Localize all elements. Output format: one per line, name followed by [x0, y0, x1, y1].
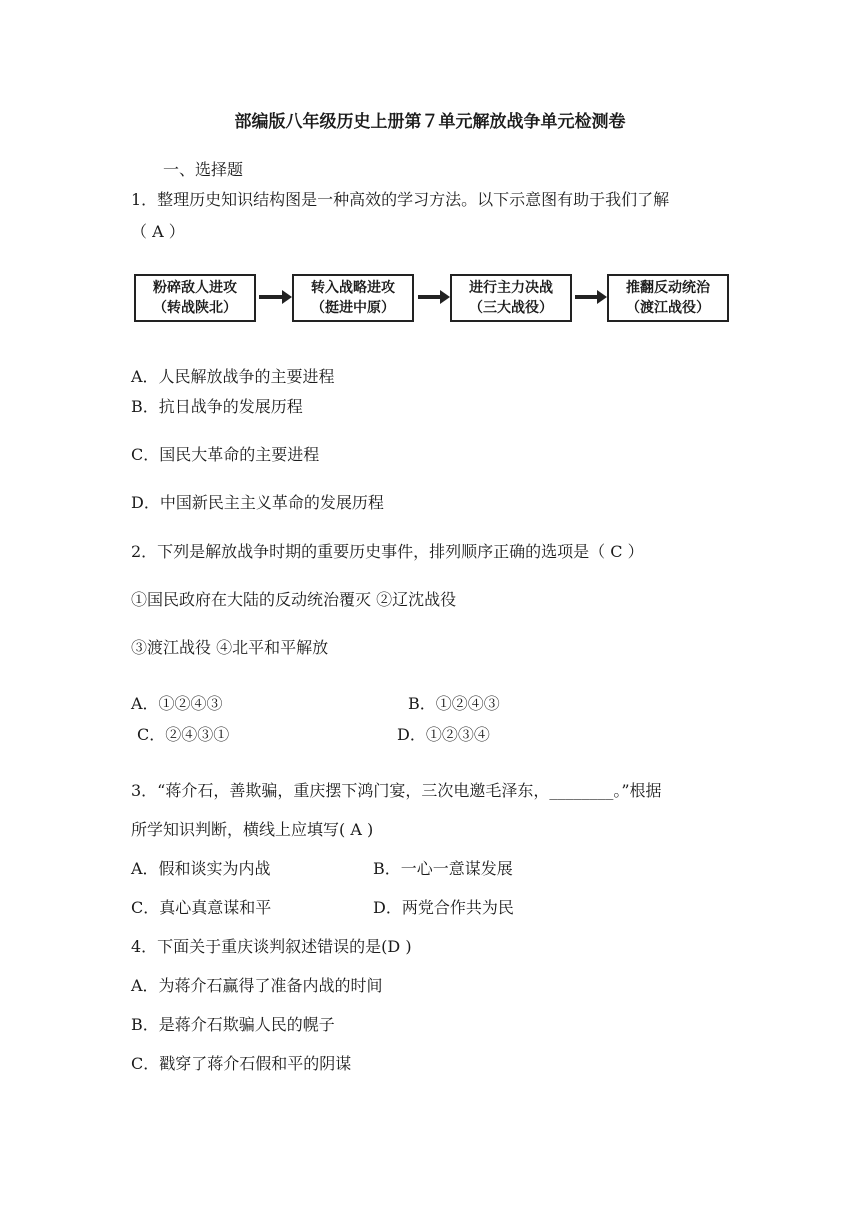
q2-option-c: C．②④③① — [137, 725, 230, 744]
q3-option-d: D．两党合作共为民 — [373, 898, 514, 917]
q1-stem-line1: 1．整理历史知识结构图是一种高效的学习方法。以下示意图有助于我们了解 — [131, 190, 670, 209]
q2-option-d: D．①②③④ — [397, 725, 490, 744]
arrow-icon — [259, 295, 283, 299]
q3-stem-line1: 3．“蒋介石，善欺骗，重庆摆下鸿门宴，三次电邀毛泽东，________。”根据 — [131, 781, 662, 800]
diagram-box-2 — [292, 274, 414, 322]
q2-option-b: B．①②④③ — [408, 694, 500, 713]
section-heading: 一、选择题 — [163, 160, 244, 179]
q3-option-c: C．真心真意谋和平 — [131, 898, 272, 917]
q4-option-a: A．为蒋介石赢得了准备内战的时间 — [131, 976, 383, 995]
q3-option-b: B．一心一意谋发展 — [373, 859, 513, 878]
document-title: 部编版八年级历史上册第７单元解放战争单元检测卷 — [234, 112, 626, 132]
diagram-box-1-line1: 粉碎敌人进攻 — [153, 280, 237, 296]
arrow-icon — [418, 295, 441, 299]
diagram-box-4-line2: （渡江战役） — [626, 300, 710, 316]
q1-flow-diagram — [134, 270, 730, 328]
q2-events-line1: ①国民政府在大陆的反动统治覆灭 ②辽沈战役 — [131, 590, 457, 609]
diagram-box-3-line1: 进行主力决战 — [469, 280, 553, 296]
q1-stem-line2: （ A ） — [131, 222, 185, 241]
diagram-box-1-line2: （转战陕北） — [153, 300, 237, 316]
q4-option-c: C．戳穿了蒋介石假和平的阴谋 — [131, 1054, 352, 1073]
q4-stem: 4．下面关于重庆谈判叙述错误的是(D ) — [131, 937, 412, 956]
q1-option-b: B．抗日战争的发展历程 — [131, 397, 303, 416]
diagram-box-3-line2: （三大战役） — [469, 300, 553, 316]
diagram-box-2-line1: 转入战略进攻 — [311, 280, 395, 296]
diagram-box-4-line1: 推翻反动统治 — [626, 280, 710, 296]
q2-stem: 2．下列是解放战争时期的重要历史事件，排列顺序正确的选项是（ C ） — [131, 542, 644, 561]
q1-option-c: C．国民大革命的主要进程 — [131, 445, 320, 464]
q1-option-d: D．中国新民主主义革命的发展历程 — [131, 493, 384, 512]
q4-option-b: B．是蒋介石欺骗人民的幌子 — [131, 1015, 335, 1034]
q3-stem-line2: 所学知识判断，横线上应填写( A ) — [131, 820, 374, 839]
arrow-icon — [575, 295, 598, 299]
diagram-box-2-line2: （挺进中原） — [311, 300, 395, 316]
q2-option-a: A．①②④③ — [131, 694, 223, 713]
q1-option-a: A．人民解放战争的主要进程 — [131, 367, 335, 386]
q2-events-line2: ③渡江战役 ④北平和平解放 — [131, 638, 329, 657]
q3-option-a: A．假和谈实为内战 — [131, 859, 271, 878]
diagram-box-1 — [134, 274, 256, 322]
diagram-box-4 — [607, 274, 729, 322]
diagram-box-3 — [450, 274, 572, 322]
